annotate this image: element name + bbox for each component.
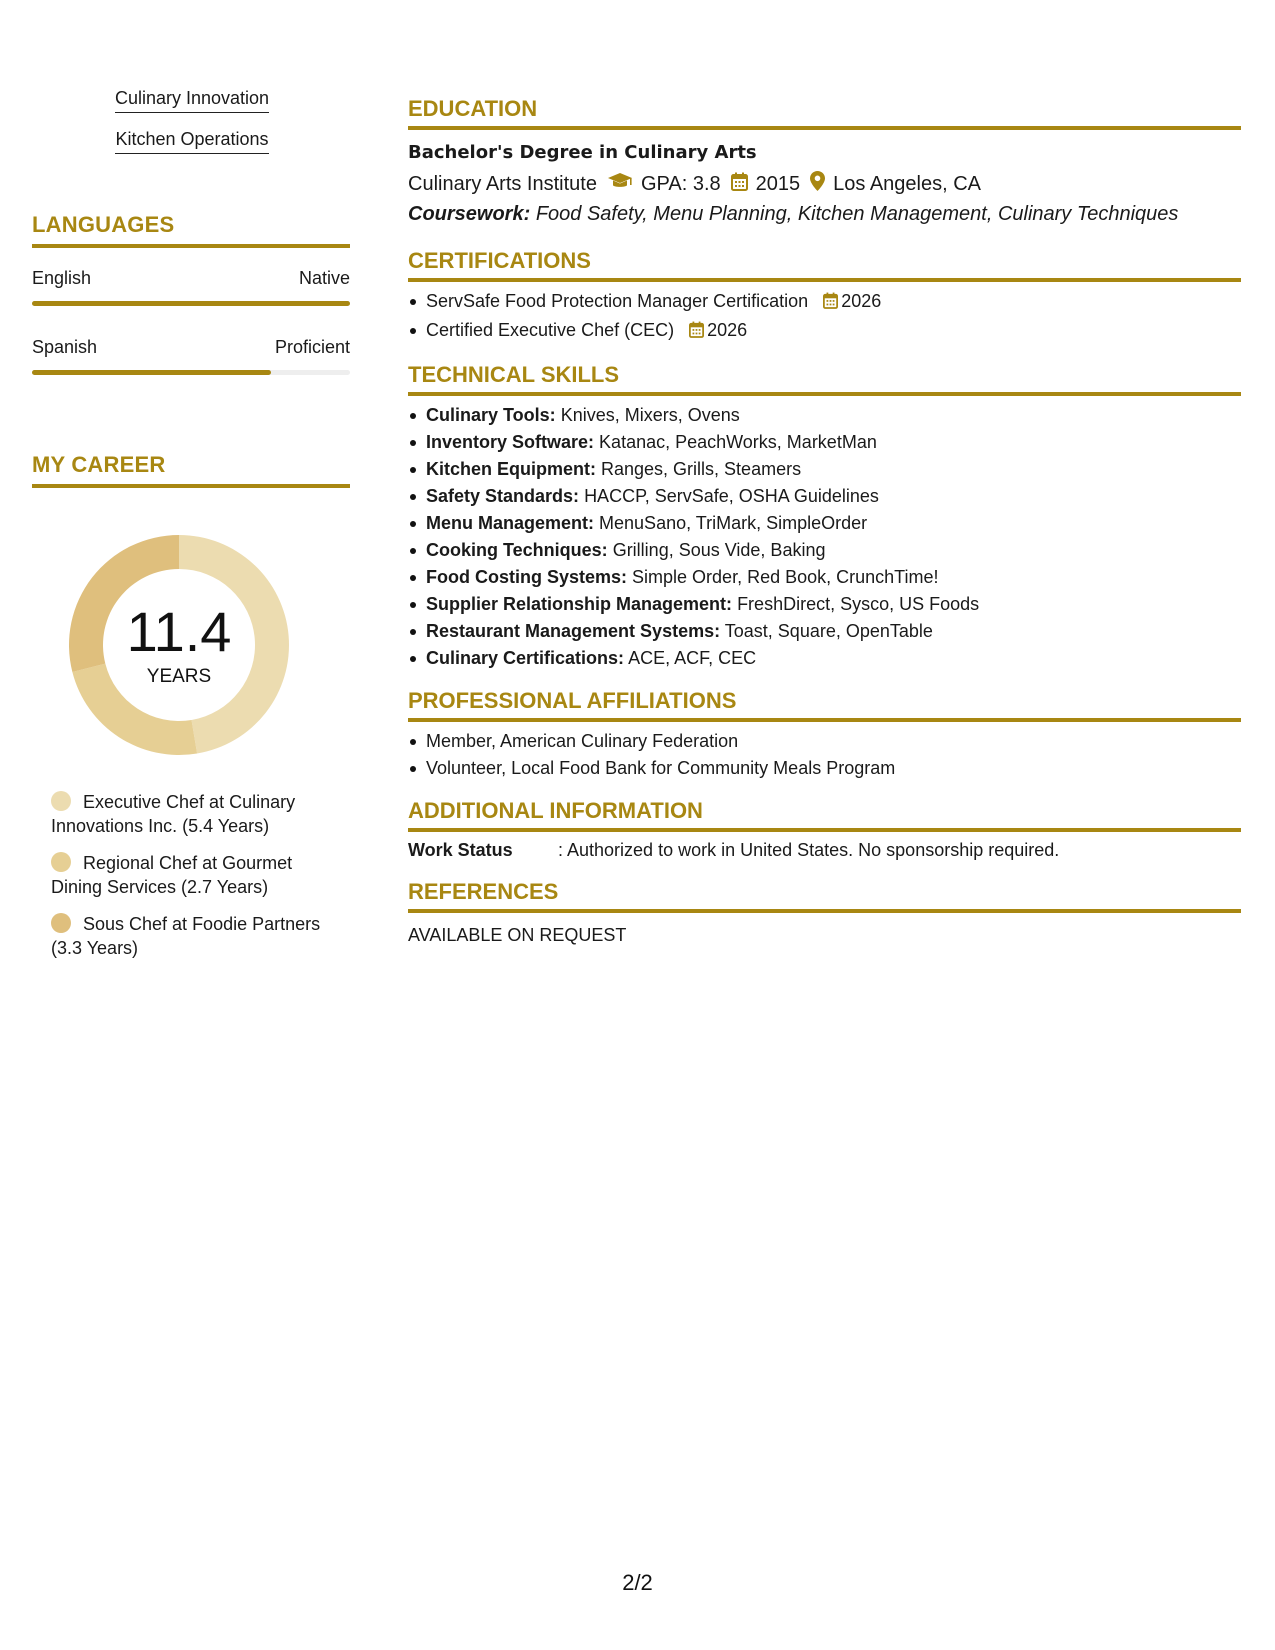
work-status-row	[408, 840, 1241, 861]
affiliations-list	[408, 728, 1241, 782]
skill-value: Grilling, Sous Vide, Baking	[612, 540, 826, 560]
skill-item	[426, 456, 1241, 483]
language-level: Native	[298, 268, 350, 288]
career-legend	[51, 790, 331, 973]
skill-tag: Kitchen Operations	[115, 129, 268, 154]
section-rule	[32, 244, 350, 248]
skill-item	[426, 591, 1241, 618]
skill-label: Supplier Relationship Management:	[426, 594, 733, 614]
skill-label: Cooking Techniques:	[426, 540, 608, 560]
certification-item	[426, 288, 1241, 317]
skill-value: Knives, Mixers, Ovens	[560, 405, 740, 425]
additional-info-section	[408, 798, 1241, 861]
right-column	[408, 96, 1241, 946]
career-label: Regional Chef at Gourmet Dining Services (2.7 Years)	[51, 853, 293, 897]
graduation-cap-icon	[607, 172, 633, 196]
certifications-title: CERTIFICATIONS	[408, 248, 591, 273]
skill-value: FreshDirect, Sysco, US Foods	[737, 594, 980, 614]
location-pin-icon	[810, 171, 825, 197]
skill-item	[426, 510, 1241, 537]
skill-label: Safety Standards:	[426, 486, 580, 506]
skill-value: ACE, ACF, CEC	[628, 648, 757, 668]
career-total-years: 11.4	[126, 600, 232, 663]
certifications-section	[408, 248, 1241, 346]
affiliations-title: PROFESSIONAL AFFILIATIONS	[408, 688, 737, 713]
calendar-icon	[823, 290, 838, 317]
skill-tag: Culinary Innovation	[115, 88, 269, 113]
education-section	[408, 96, 1241, 226]
section-rule	[408, 278, 1241, 282]
legend-dot	[51, 913, 71, 933]
career-total-unit: YEARS	[146, 666, 212, 687]
affiliations-section	[408, 688, 1241, 782]
additional-info-title: ADDITIONAL INFORMATION	[408, 798, 703, 823]
skill-label: Menu Management:	[426, 513, 595, 533]
school-location: Los Angeles, CA	[833, 172, 982, 195]
skill-value: HACCP, ServSafe, OSHA Guidelines	[584, 486, 879, 506]
languages-title: LANGUAGES	[32, 212, 175, 237]
coursework-label: Coursework:	[408, 203, 531, 225]
section-rule	[408, 909, 1241, 913]
graduation-year: 2015	[755, 172, 801, 195]
education-title: EDUCATION	[408, 96, 538, 121]
education-meta	[408, 171, 1241, 197]
language-bar-fill	[32, 370, 271, 375]
certifications-list	[408, 288, 1241, 346]
work-status-value: : Authorized to work in United States. No sponsorship required.	[558, 840, 1060, 860]
career-donut-chart	[66, 532, 292, 758]
skill-item	[426, 618, 1241, 645]
skill-label: Inventory Software:	[426, 432, 595, 452]
language-item	[32, 337, 350, 375]
technical-skills-title: TECHNICAL SKILLS	[408, 362, 620, 387]
technical-skills-section	[408, 362, 1241, 672]
language-item	[32, 268, 350, 306]
career-title: MY CAREER	[32, 452, 166, 477]
career-legend-item	[51, 790, 331, 838]
language-bar	[32, 301, 350, 306]
references-title: REFERENCES	[408, 879, 559, 904]
career-label: Sous Chef at Foodie Partners (3.3 Years)	[51, 914, 321, 958]
skill-label: Kitchen Equipment:	[426, 459, 596, 479]
calendar-icon	[689, 319, 704, 346]
skill-item	[426, 645, 1241, 672]
section-rule	[408, 828, 1241, 832]
certification-item	[426, 317, 1241, 346]
work-status-label: Work Status	[408, 840, 513, 860]
career-legend-item	[51, 912, 331, 960]
skill-item	[426, 429, 1241, 456]
skill-value: Toast, Square, OpenTable	[724, 621, 933, 641]
certification-name: ServSafe Food Protection Manager Certification	[426, 291, 809, 311]
legend-dot	[51, 791, 71, 811]
school-name: Culinary Arts Institute	[408, 172, 597, 195]
language-level: Proficient	[274, 337, 350, 357]
skill-label: Culinary Certifications:	[426, 648, 625, 668]
gpa: GPA: 3.8	[640, 172, 721, 195]
skill-item	[426, 402, 1241, 429]
references-section	[408, 879, 1241, 946]
technical-skills-list	[408, 402, 1241, 672]
career-label: Executive Chef at Culinary Innovations Inc. (5.4 Years)	[51, 792, 296, 836]
certification-year: 2026	[841, 291, 882, 311]
career-legend-item	[51, 851, 331, 899]
skill-value: MenuSano, TriMark, SimpleOrder	[599, 513, 868, 533]
page-number: 2/2	[622, 1570, 653, 1595]
section-rule	[408, 126, 1241, 130]
section-rule	[408, 392, 1241, 396]
skills-tags	[112, 88, 272, 170]
skill-item	[426, 564, 1241, 591]
calendar-icon	[731, 172, 748, 197]
language-name: Spanish	[32, 337, 98, 357]
language-bar-fill	[32, 301, 350, 306]
section-rule	[408, 718, 1241, 722]
skill-item	[426, 537, 1241, 564]
certification-year: 2026	[707, 320, 748, 340]
section-rule	[32, 484, 350, 488]
coursework	[408, 203, 1241, 226]
donut-center	[66, 532, 292, 758]
skill-label: Restaurant Management Systems:	[426, 621, 721, 641]
languages-section	[32, 212, 350, 248]
skill-value: Simple Order, Red Book, CrunchTime!	[632, 567, 939, 587]
coursework-list: Food Safety, Menu Planning, Kitchen Management, Culinary Techniques	[535, 203, 1179, 225]
affiliation-item: Volunteer, Local Food Bank for Community Meals Program	[426, 755, 1241, 782]
affiliation-item: Member, American Culinary Federation	[426, 728, 1241, 755]
degree-title: Bachelor's Degree in Culinary Arts	[408, 142, 757, 163]
certification-name: Certified Executive Chef (CEC)	[426, 320, 675, 340]
skill-value: Katanac, PeachWorks, MarketMan	[599, 432, 877, 452]
legend-dot	[51, 852, 71, 872]
skill-label: Food Costing Systems:	[426, 567, 628, 587]
references-text: AVAILABLE ON REQUEST	[408, 925, 627, 945]
language-bar	[32, 370, 350, 375]
skill-value: Ranges, Grills, Steamers	[601, 459, 802, 479]
skill-item	[426, 483, 1241, 510]
career-section	[32, 452, 350, 488]
language-name: English	[32, 268, 92, 288]
skill-label: Culinary Tools:	[426, 405, 556, 425]
